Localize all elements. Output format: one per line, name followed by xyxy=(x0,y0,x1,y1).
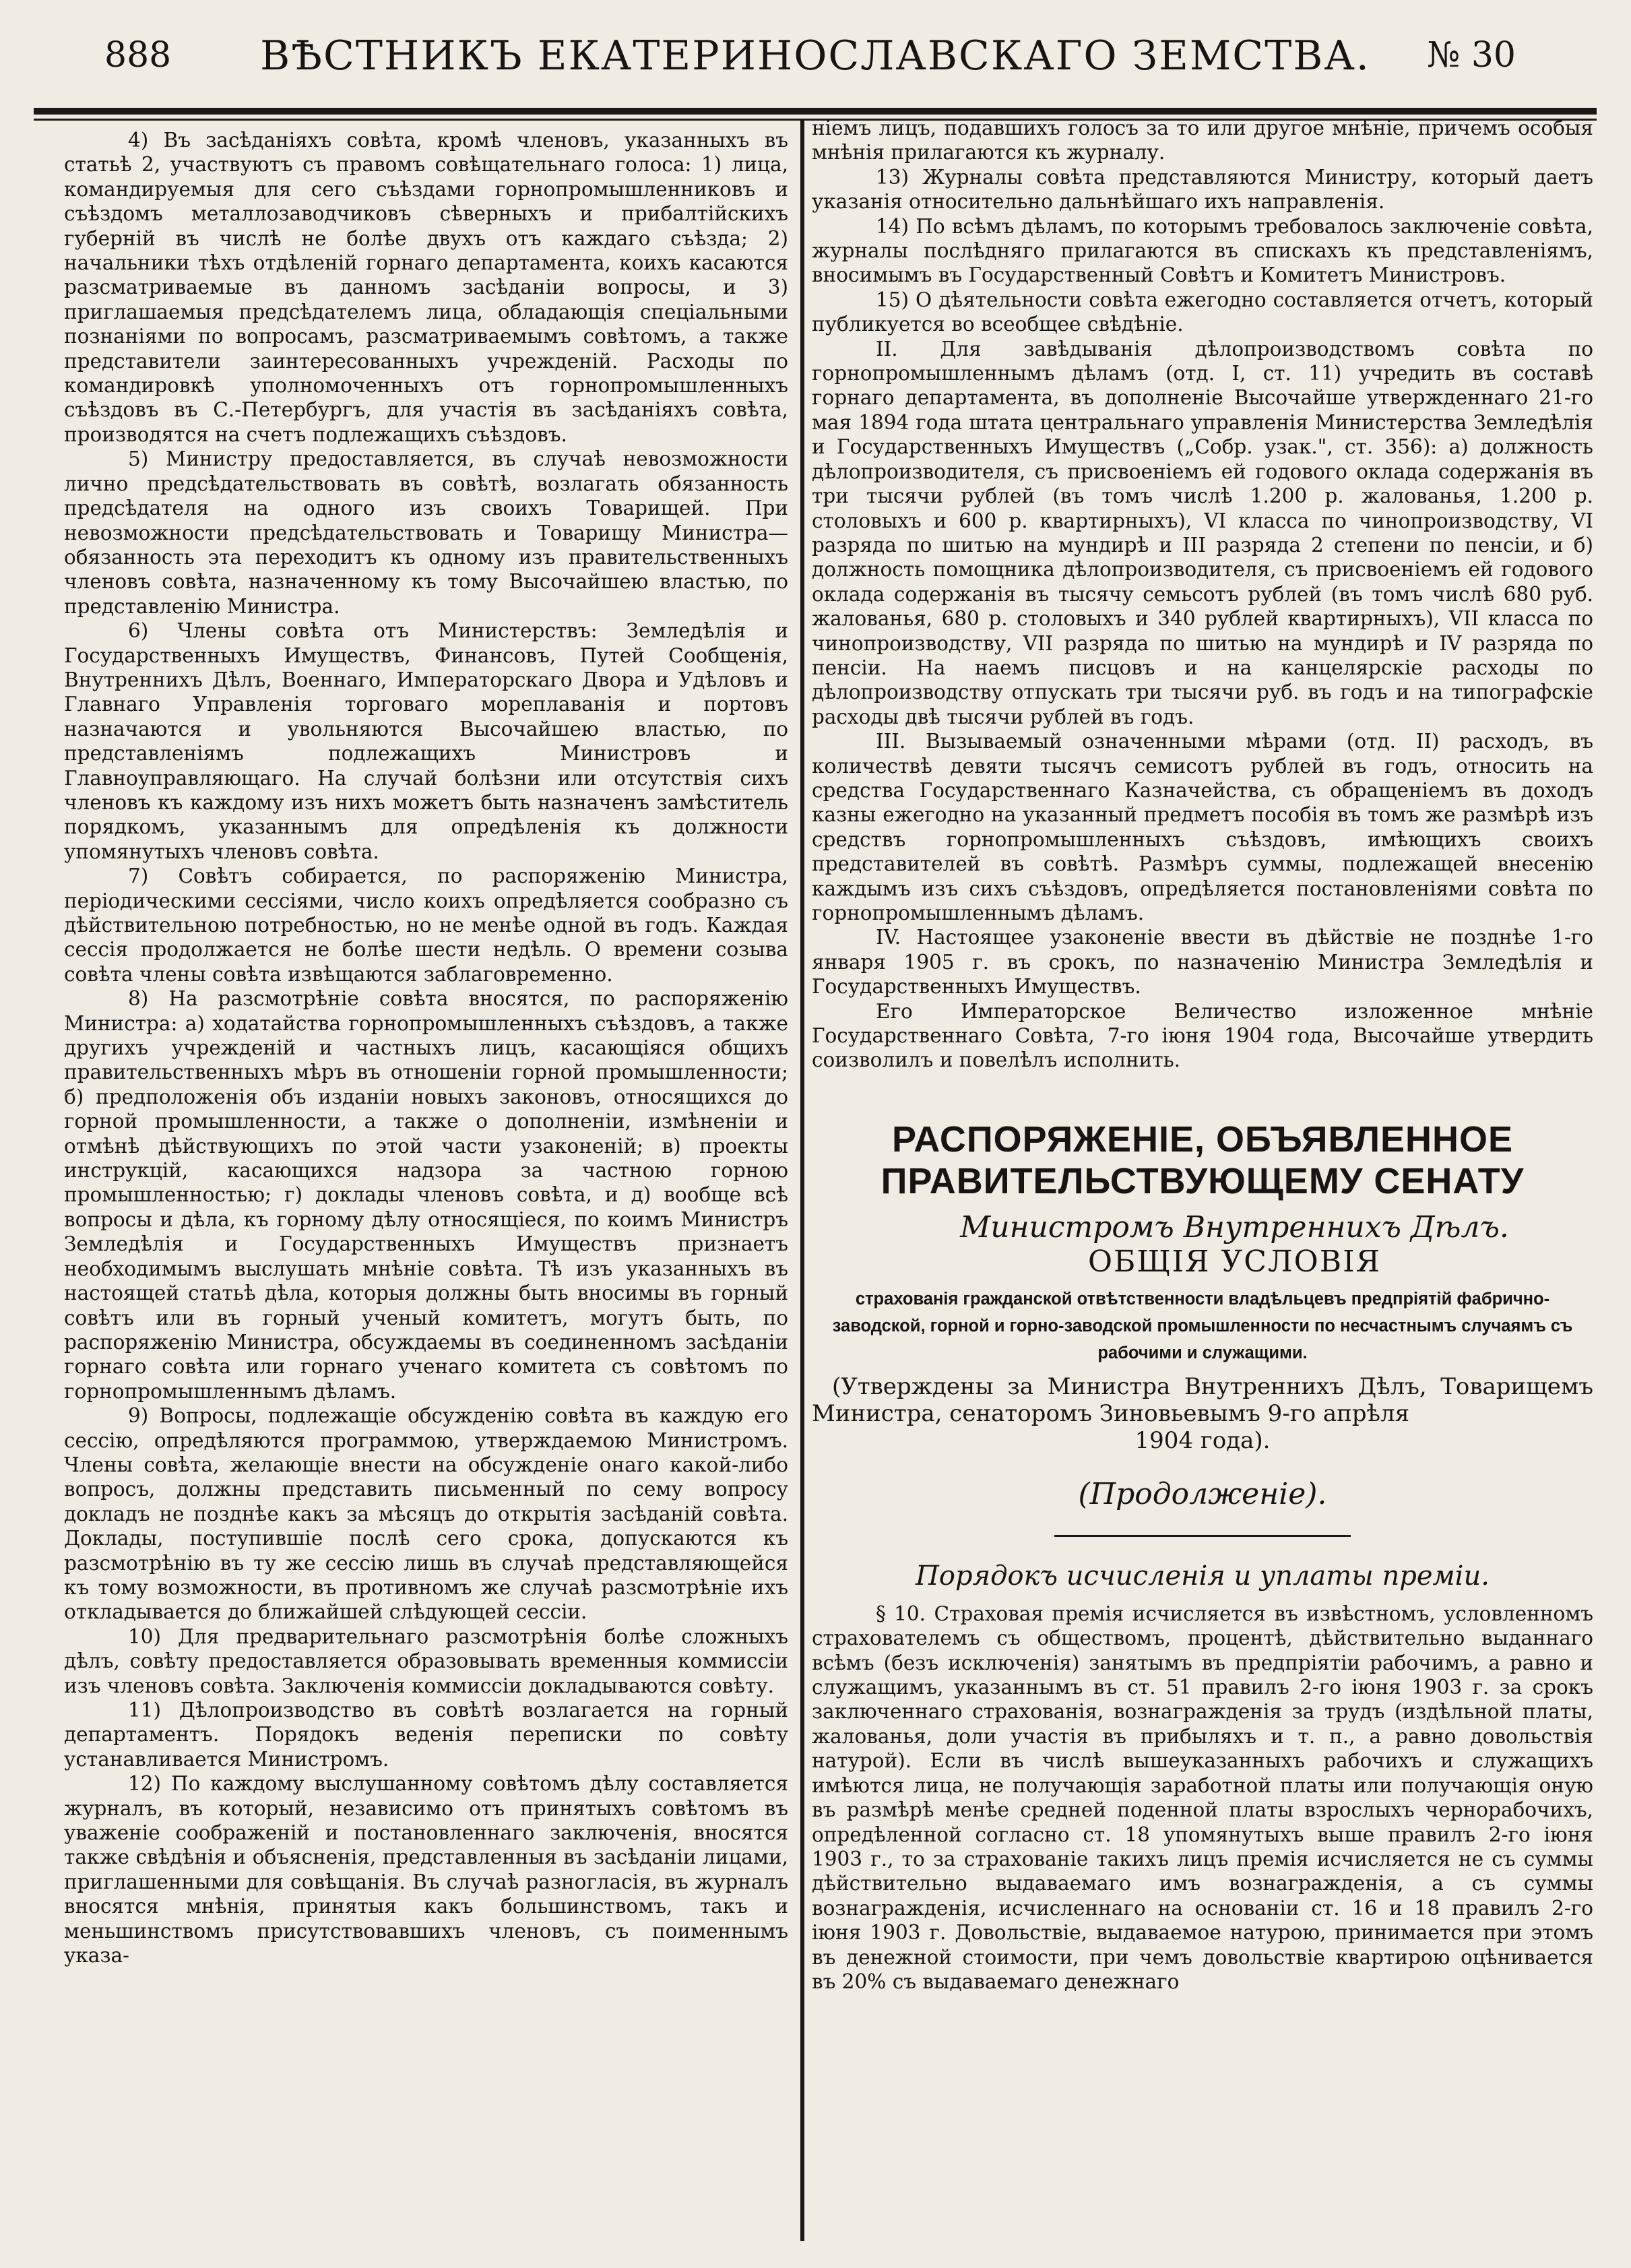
article-paragraph-10: 10) Для предварительнаго разсмотрѣнія болѣе сложныхъ дѣлъ, совѣту предоставляется образовывать временныя коммиссіи изъ членовъ совѣта. Заключенія коммиссіи докладываются совѣту. xyxy=(64,1625,788,1697)
article-paragraph-5: 5) Министру предоставляется, въ случаѣ невозможности лично предсѣдательствовать въ совѣтѣ, возлагать обязанность предсѣдателя на одного изъ своихъ Товарищей. При невозможности предсѣдательствовать и Товарищу Министра—обязанность эта переходитъ къ одному изъ правительственныхъ членовъ совѣта, назначенному къ тому Высочайшею властью, по представленію Министра. xyxy=(64,447,788,618)
section-ii-paragraph: II. Для завѣдыванія дѣлопроизводствомъ совѣта по горнопромышленнымъ дѣламъ (отд. I, ст. 11) учредить въ составѣ горнаго департамента, въ дополненіе Высочайше утвержденнаго 21-го мая 1894 года штата центральнаго управленія Министерства Земледѣлія и Государственныхъ Имуществъ („Собр. узак.", ст. 356): а) должность дѣлопроизводителя, съ присвоеніемъ ей годового оклада содержанія въ три тысячи рублей (въ томъ числѣ 1.200 р. жалованья, 1.200 р. столовыхъ и 600 р. квартирныхъ), VI класса по чинопроизводству, VI разряда по шитью на мундирѣ и III разряда 2 степени по пенсіи, и б) должность помощника дѣлопроизводителя, съ присвоеніемъ ей годового оклада содержанія въ тысячу семьсотъ рублей (въ томъ числѣ 680 руб. жалованья, 680 р. столовыхъ и 340 рублей квартирныхъ), VII класса по чинопроизводству, VII разряда по шитью на мундирѣ и IV разряда по пенсіи. На наемъ писцовъ и на канцелярскіе расходы по дѣлопроизводству отпускать три тысячи руб. въ годъ и на типографскіе расходы двѣ тысячи рублей въ годъ. xyxy=(812,337,1593,728)
article-paragraph-15: 15) О дѣятельности совѣта ежегодно составляется отчетъ, который публикуется во всеобщее свѣдѣніе. xyxy=(812,288,1593,336)
general-conditions-title: ОБЩІЯ УСЛОВІЯ xyxy=(1087,1244,1382,1279)
approval-date: 1904 года). xyxy=(1134,1426,1271,1454)
article-paragraph-12: 12) По каждому выслушанному совѣтомъ дѣлу составляется журналъ, въ который, независимо отъ принятыхъ совѣтомъ въ уваженіе соображеній и постановленнаго заключенія, вносятся также свѣдѣнія и объясненія, представленныя въ засѣданіи лицами, приглашенными для совѣщанія. Въ случаѣ разногласія, въ журналъ вносятся мнѣнія, принятыя какъ большинствомъ, такъ и меньшинствомъ присутствовавшихъ членовъ, съ поименнымъ указа- xyxy=(64,1772,788,1967)
article-paragraph-4: 4) Въ засѣданіяхъ совѣта, кромѣ членовъ, указанныхъ въ статьѣ 2, участвуютъ съ правомъ совѣщательнаго голоса: 1) лица, командируемыя для сего съѣздами горнопромышленниковъ и съѣздомъ металлозаводчиковъ сѣверныхъ и прибалтійскихъ губерній въ числѣ не болѣе двухъ отъ каждаго съѣзда; 2) начальники тѣхъ отдѣленій горнаго департамента, коихъ касаются разсматриваемые въ данномъ засѣданіи вопросы, и 3) приглашаемыя предсѣдателемъ лица, обладающія спеціальными познаніями по вопросамъ, разсматриваемымъ совѣтомъ, а также представители заинтересованныхъ учрежденій. Расходы по командировкѣ уполномоченныхъ отъ горнопромышленныхъ съѣздовъ въ С.-Петербургъ, для участія въ засѣданіяхъ совѣта, производятся на счетъ подлежащихъ съѣздовъ. xyxy=(64,129,788,446)
article-paragraph-7: 7) Совѣтъ собирается, по распоряженію Министра, періодическими сессіями, число коихъ опредѣляется сообразно съ дѣйствительною потребностью, но не менѣе одной въ годъ. Каждая сессія продолжается не болѣе шести недѣль. О времени созыва совѣта члены совѣта извѣщаются заблаговременно. xyxy=(64,864,788,986)
imperial-approval-paragraph: Его Императорское Величество изложенное мнѣніе Государственнаго Совѣта, 7-го іюня 1904 года, Высочайше утвердить соизволилъ и повелѣлъ исполнить. xyxy=(812,999,1593,1072)
decree-heading: РАСПОРЯЖЕНІЕ, ОБЪЯВЛЕННОЕ ПРАВИТЕЛЬСТВУЮЩЕМУ СЕНАТУ xyxy=(881,1119,1525,1201)
insurance-title: страхованія гражданской отвѣтственности владѣльцевъ предпріятій фабрично-заводской, горной и горно-заводской промышленности по несчастнымъ случаямъ съ рабочими и служащими. xyxy=(832,1289,1573,1362)
page-header xyxy=(40,19,1590,93)
journal-title: ВѢСТНИКЪ ЕКАТЕРИНОСЛАВСКАГО ЗЕМСТВА. xyxy=(260,32,1370,80)
section-title: Порядокъ исчисленія и уплаты преміи. xyxy=(916,1560,1490,1592)
article-paragraph-14: 14) По всѣмъ дѣламъ, по которымъ требовалось заключеніе совѣта, журналы послѣдняго прилагаются въ спискахъ къ представленіямъ, вносимымъ въ Государственный Совѣтъ и Комитетъ Министровъ. xyxy=(812,214,1593,287)
column-divider xyxy=(800,119,804,2241)
page-number: 888 xyxy=(104,35,172,75)
right-column xyxy=(812,116,1593,1994)
paragraph-10-premium: § 10. Страховая премія исчисляется въ извѣстномъ, условленномъ страхователемъ съ обществомъ, процентѣ, дѣйствительно выданнаго всѣмъ (безъ исключенія) занятымъ въ предпріятіи рабочимъ, а равно и служащимъ, указаннымъ въ ст. 51 правилъ 2-го іюня 1903 г. за срокъ заключеннаго страхованія, вознагражденія за трудъ (издѣльной платы, жалованья, доли участія въ прибыляхъ и т. п., а равно довольствія натурой). Если въ числѣ вышеуказанныхъ рабочихъ и служащихъ имѣются лица, не получающія заработной платы или получающія оную въ размѣрѣ менѣе средней поденной платы взрослыхъ чернорабочихъ, опредѣленной согласно ст. 18 упомянутыхъ выше правилъ 2-го іюня 1903 г., то за страхованіе такихъ лицъ премія исчисляется не съ суммы дѣйствительно выдаваемаго имъ вознагражденія, а съ суммы вознагражденія, исчисленнаго на основаніи ст. 16 и 18 правилъ 2-го іюня 1903 г. Довольствіе, выдаваемое натурою, принимается при этомъ въ денежной стоимости, при чемъ довольствіе квартирою оцѣнивается въ 20% съ выдаваемаго денежнаго xyxy=(812,1602,1593,1993)
article-paragraph-11: 11) Дѣлопроизводство въ совѣтѣ возлагается на горный департаментъ. Порядокъ веденія переписки по совѣту устанавливается Министромъ. xyxy=(64,1699,788,1771)
article-paragraph-9: 9) Вопросы, подлежащіе обсужденію совѣта въ каждую его сессію, опредѣляются программою, утверждаемою Министромъ. Члены совѣта, желающіе внести на обсужденіе онаго какой-либо вопросъ, должны представить письменный по сему вопросу докладъ не позднѣе какъ за мѣсяцъ до открытія засѣданій совѣта. Доклады, поступившіе послѣ сего срока, допускаются къ разсмотрѣнію въ ту же сессію лишь въ случаѣ представляющейся къ тому возможности, въ противномъ же случаѣ разсмотрѣніе ихъ откладывается до ближайшей слѣдующей сессіи. xyxy=(64,1404,788,1624)
ministry-line: Министромъ Внутреннихъ Дѣлъ. xyxy=(960,1209,1509,1245)
left-column xyxy=(64,128,788,1967)
approval-note: (Утверждены за Министра Внутреннихъ Дѣлъ, Товарищемъ Министра, сенаторомъ Зиновьевымъ 9-го апрѣля xyxy=(812,1373,1593,1427)
article-paragraph-6: 6) Члены совѣта отъ Министерствъ: Земледѣлія и Государственныхъ Имуществъ, Финансовъ, Путей Сообщенія, Внутреннихъ Дѣлъ, Военнаго, Императорскаго Двора и Удѣловъ и Главнаго Управленія торговаго мореплаванія и портовъ назначаются и увольняются Высочайшею властью, по представленіямъ подлежащихъ Министровъ и Главноуправляющаго. На случай болѣзни или отсутствія сихъ членовъ къ каждому изъ нихъ можетъ быть назначенъ замѣститель порядкомъ, указаннымъ для опредѣленія къ должности упомянутыхъ членовъ совѣта. xyxy=(64,619,788,863)
header-rule-thick xyxy=(34,108,1597,115)
section-separator xyxy=(1054,1535,1351,1537)
issue-number: № 30 xyxy=(1427,35,1516,75)
continuation-label: (Продолженіе). xyxy=(1078,1476,1327,1511)
article-paragraph-8: 8) На разсмотрѣніе совѣта вносятся, по распоряженію Министра: а) ходатайства горнопромышленныхъ съѣздовъ, а также другихъ учрежденій и частныхъ лицъ, касающіяся общихъ правительственныхъ мѣръ въ отношеніи горной промышленности; б) предположенія объ изданіи новыхъ законовъ, относящихся до горной промышленности, а также о дополненіи, измѣненіи и отмѣнѣ дѣйствующихъ по этой части узаконеній; в) проекты инструкцій, касающихся надзора за частною горною промышленностью; г) доклады членовъ совѣта, и д) вообще всѣ вопросы и дѣла, къ горному дѣлу относящіеся, по коимъ Министръ Земледѣлія и Государственныхъ Имуществъ признаетъ необходимымъ выслушать мнѣніе совѣта. Тѣ изъ указанныхъ въ настоящей статьѣ дѣла, которыя должны быть вносимы въ горный совѣтъ или въ горный ученый комитетъ, могутъ быть, по распоряженію Министра, обсуждаемы въ соединенномъ засѣданіи горнаго совѣта или горнаго ученаго комитета съ совѣтомъ по горнопромышленнымъ дѣламъ. xyxy=(64,987,788,1403)
section-iii-paragraph: III. Вызываемый означенными мѣрами (отд. II) расходъ, въ количествѣ девяти тысячъ семисотъ рублей въ годъ, относить на средства Государственнаго Казначейства, съ обращеніемъ въ доходъ казны ежегодно на указанный предметъ пособія въ томъ же размѣрѣ изъ средствъ горнопромышленныхъ съѣздовъ, имѣющихъ своихъ представителей въ совѣтѣ. Размѣръ суммы, подлежащей внесенію каждымъ изъ сихъ съѣздовъ, опредѣляется постановленіями совѣта по горнопромышленнымъ дѣламъ. xyxy=(812,730,1593,924)
section-iv-paragraph: IV. Настоящее узаконеніе ввести въ дѣйствіе не позднѣе 1-го января 1905 г. въ срокъ, по назначенію Министра Земледѣлія и Государственныхъ Имуществъ. xyxy=(812,926,1593,999)
article-paragraph-13: 13) Журналы совѣта представляются Министру, который даетъ указанія относительно дальнѣйшаго ихъ направленія. xyxy=(812,165,1593,214)
continued-paragraph: ніемъ лицъ, подавшихъ голосъ за то или другое мнѣніе, причемъ особыя мнѣнія прилагаются къ журналу. xyxy=(812,117,1593,164)
